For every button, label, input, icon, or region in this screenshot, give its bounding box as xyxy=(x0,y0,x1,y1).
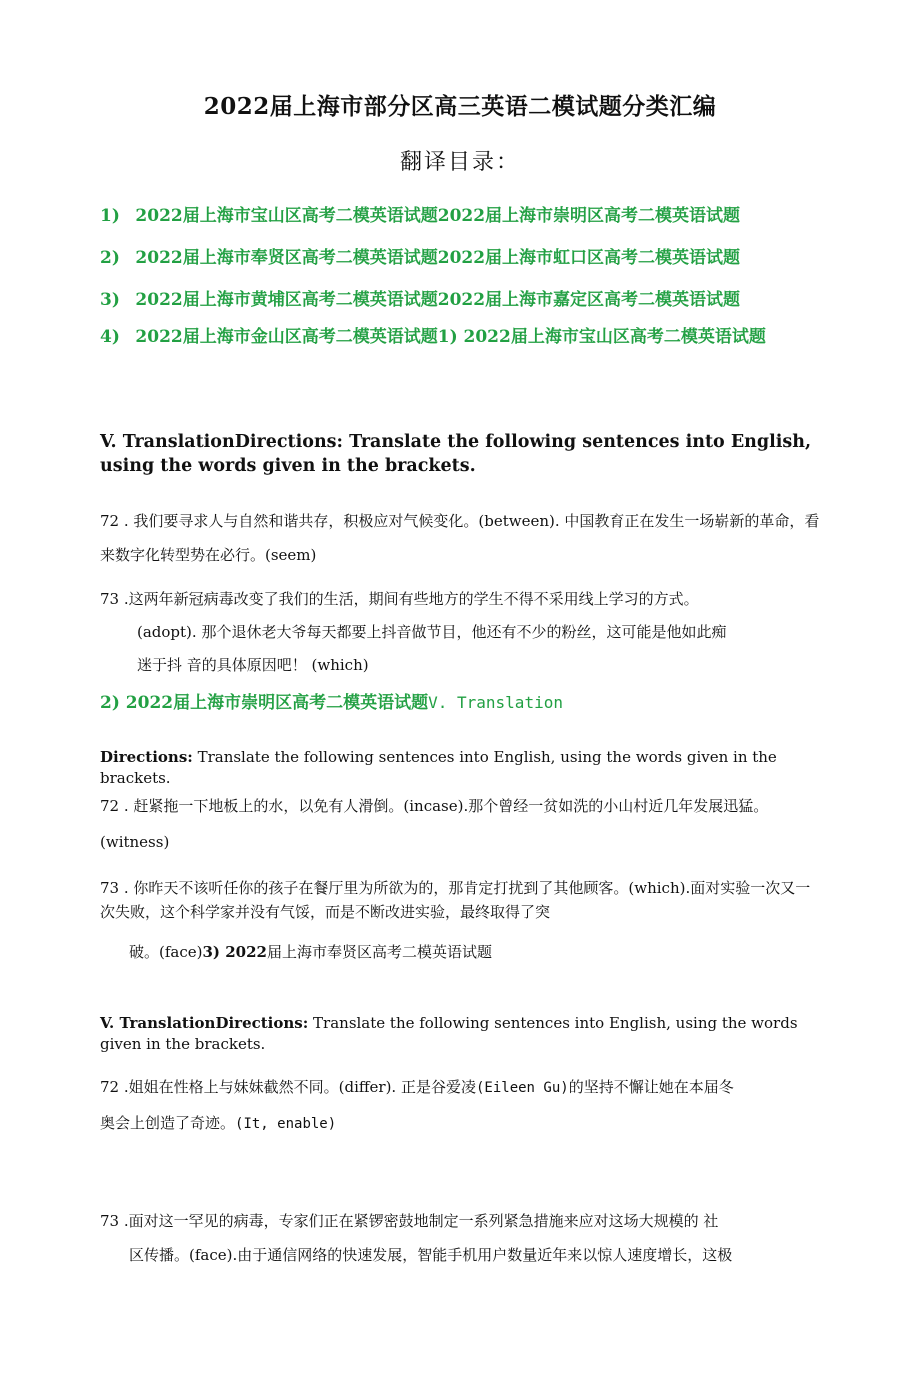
question-72-line xyxy=(100,1112,336,1133)
toc-number: 1) xyxy=(100,206,120,226)
toc-link[interactable]: 1) 2022届上海市宝山区高考二模英语试题 xyxy=(437,327,766,347)
section-2-heading xyxy=(100,688,563,713)
question-73: 73 .这两年新冠病毒改变了我们的生活，期间有些地方的学生不得不采用线上学习的方式。 xyxy=(100,590,699,608)
toc-number: 2) xyxy=(100,248,120,268)
question-72-hint: (It, enable) xyxy=(235,1116,337,1132)
toc-item[interactable] xyxy=(100,243,820,268)
toc-item[interactable] xyxy=(100,324,820,350)
section-3-heading xyxy=(100,1013,820,1055)
question-72-text-end: 奥会上创造了奇迹。 xyxy=(100,1114,236,1132)
question-73-line: 区传播。(face).由于通信网络的快速发展，智能手机用户数量近年来以惊人速度增长，这极 xyxy=(129,1246,733,1264)
toc-number: 4) xyxy=(100,327,120,347)
toc-link[interactable]: 2022届上海市崇明区高考二模英语试题 xyxy=(437,206,741,226)
question-73-end xyxy=(129,941,492,962)
section-heading: V. TranslationDirections: Translate the following sentences into English, using the words given in the brackets. xyxy=(100,432,812,476)
question-73: 73 .面对这一罕见的病毒，专家们正在紧锣密鼓地制定一系列紧急措施来应对这场大规模的 社 xyxy=(100,1212,719,1230)
toc-link[interactable]: 2022届上海市金山区高考二模英语试题 xyxy=(135,327,438,347)
question-72 xyxy=(100,1076,734,1097)
question-73: 73 . 你昨天不该听任你的孩子在餐厅里为所欲为的，那肯定打扰到了其他顾客。(which).面对实验一次又一次失败，这个科学家并没有气馁，而是不断改进实验，最终取得了突 xyxy=(100,879,811,921)
toc-link[interactable]: 2022届上海市嘉定区高考二模英语试题 xyxy=(437,290,741,310)
directions-text: Translate the following sentences into English, using the words given in the brackets. xyxy=(100,748,777,787)
question-73-tail: 破。(face) xyxy=(129,943,203,961)
section-2-label: V. Translation xyxy=(428,693,563,712)
toc-ref-number: 3) 2022 xyxy=(202,943,267,961)
page-title: 2022届上海市部分区高三英语二模试题分类汇编 xyxy=(203,93,717,120)
section-3-label: V. TranslationDirections: xyxy=(100,1014,309,1032)
toc-link[interactable]: 2022届上海市虹口区高考二模英语试题 xyxy=(437,248,741,268)
toc-link[interactable]: 2022届上海市黄埔区高考二模英语试题 xyxy=(135,290,438,310)
section-2-title: 2) 2022届上海市崇明区高考二模英语试题 xyxy=(100,693,429,713)
question-73-line: 迷于抖 音的具体原因吧！ (which) xyxy=(137,656,369,674)
toc-link[interactable]: 2022届上海市奉贤区高考二模英语试题 xyxy=(135,248,438,268)
toc-ref-title: 届上海市奉贤区高考二模英语试题 xyxy=(267,943,493,961)
question-72-name: (Eileen Gu) xyxy=(475,1080,569,1096)
question-72: 72 . 赶紧拖一下地板上的水，以免有人滑倒。(incase).那个曾经一贫如洗的小山村近几年发展迅猛。(witness) xyxy=(100,797,769,851)
section-3-text: Translate the following sentences into English, using the words given in the brackets. xyxy=(100,1014,798,1053)
question-72-text-cont: 的坚持不懈让她在本届冬 xyxy=(568,1078,734,1096)
directions-label: Directions: xyxy=(100,748,193,766)
question-72-text: 72 .姐姐在性格上与妹妹截然不同。(differ). 正是谷爱凌 xyxy=(100,1078,476,1096)
question-73-line: (adopt). 那个退休老大爷每天都要上抖音做节目，他还有不少的粉丝，这可能是他如此痴 xyxy=(137,623,727,641)
directions xyxy=(100,747,820,789)
toc-item[interactable] xyxy=(100,285,820,310)
question-72: 72 . 我们要寻求人与自然和谐共存，积极应对气候变化。(between). 中国教育正在发生一场崭新的革命，看来数字化转型势在必行。(seem) xyxy=(100,512,820,564)
toc-number: 3) xyxy=(100,290,120,310)
toc-item[interactable] xyxy=(100,201,820,226)
toc-link[interactable]: 2022届上海市宝山区高考二模英语试题 xyxy=(135,206,438,226)
page-subtitle: 翻译目录： xyxy=(399,150,520,175)
